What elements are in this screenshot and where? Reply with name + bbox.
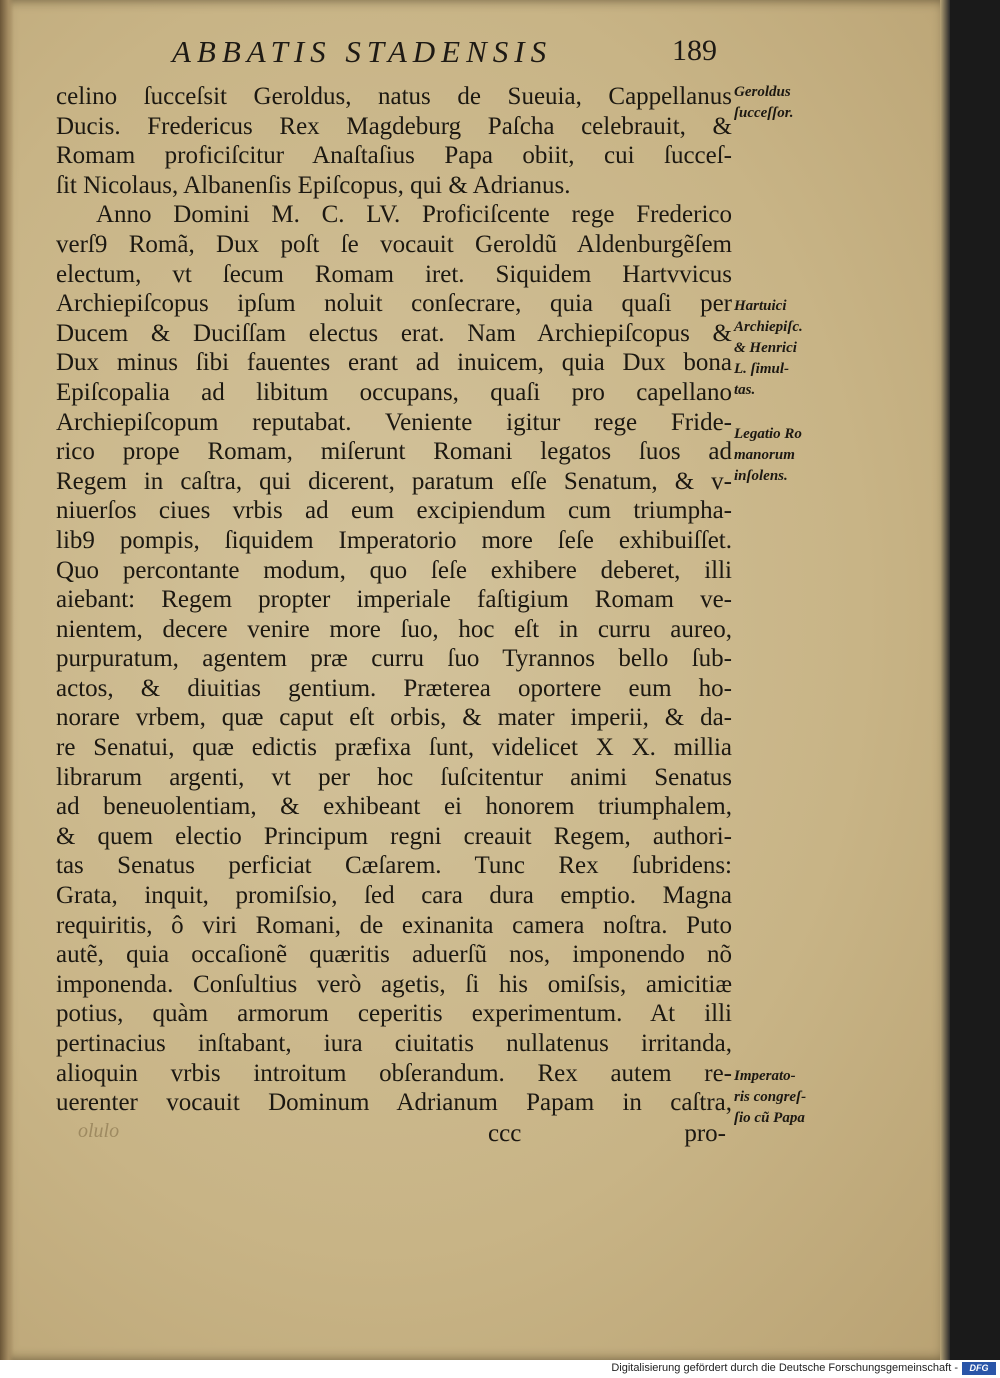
text-line: rico prope Romam, miſerunt Romani legatos ſuos ad	[56, 438, 732, 466]
text-line: alioquin vrbis introitum obſerandum. Rex autem re-	[56, 1059, 732, 1087]
digitization-footer	[0, 1360, 1000, 1378]
running-title: ABBATIS STADENSIS	[172, 34, 553, 69]
text-line: pertinacius inſtabant, iura ciuitatis nullatenus irritanda,	[56, 1030, 732, 1057]
text-line: re Senatui, quæ edictis præfixa ſunt, videlicet X X. millia	[56, 734, 732, 762]
text-line: librarum argenti, vt per hoc ſuſcitentur animi Senatus	[56, 763, 732, 791]
margin-note-hartuici	[734, 296, 854, 401]
margin-note-line: Hartuici	[734, 298, 787, 314]
text-line: verſ9 Romã, Dux poſt ſe vocauit Geroldũ Aldenburgẽſem	[56, 230, 732, 258]
text-line: Archiepiſcopus ipſum noluit conſecrare, quia quaſi per	[56, 290, 732, 318]
text-line: uerenter vocauit Dominum Adrianum Papam in caſtra,	[56, 1089, 732, 1117]
text-line: Ducem & Duciſſam electus erat. Nam Archiepiſcopus &	[56, 319, 732, 347]
margin-note-line: L. ſimul-	[734, 361, 789, 377]
text-line: Epiſcopalia ad libitum occupans, quaſi pro capellano	[56, 378, 732, 406]
margin-note-line: ſio cũ Papa	[734, 1110, 805, 1126]
text-line: norare vrbem, quæ caput eſt orbis, & mater imperii, & da-	[56, 704, 732, 732]
text-line: lib9 pompis, ſiquidem Imperatorio more ſeſe exhibuiſſet.	[56, 526, 732, 554]
text-line: tas Senatus perficiat Cæſarem. Tunc Rex ſubridens:	[56, 852, 732, 880]
text-line: Grata, inquit, promiſsio, ſed cara dura emptio. Magna	[56, 882, 732, 910]
catchline	[56, 1120, 732, 1152]
text-line: Anno Domini M. C. LV. Proficiſcente rege Frederico	[96, 201, 732, 229]
text-line: requiritis, ô viri Romani, de exinanita camera noſtra. Puto	[56, 911, 732, 939]
text-line: Archiepiſcopum reputabat. Veniente igitur rege Fride-	[56, 408, 732, 436]
text-line: purpuratum, agentem præ curru ſuo Tyrannos bello ſub-	[56, 645, 732, 673]
margin-note-line: Geroldus	[734, 84, 791, 100]
text-line: Ducis. Fredericus Rex Magdeburg Paſcha celebrauit, &	[56, 112, 732, 140]
text-line: potius, quàm armorum ceperitis experimentum. At illi	[56, 1000, 732, 1028]
text-line: autẽ, quia occaſionẽ quæritis aduerſũ nos, imponendo nõ	[56, 941, 732, 969]
margin-note-legatio	[734, 424, 854, 487]
margin-note-line: Imperato-	[734, 1068, 796, 1084]
funding-credit: Digitalisierung gefördert durch die Deutsche Forschungsgemeinschaft -	[611, 1362, 958, 1374]
text-line: Dux minus ſibi fauentes erant ad inuicem, quia Dux bona	[56, 349, 732, 377]
text-line: & quem electio Principum regni creauit Regem, authori-	[56, 822, 732, 850]
margin-note-line: Archiepiſc.	[734, 319, 803, 335]
text-line: aiebant: Regem propter imperiale faſtigium Romam ve-	[56, 586, 732, 614]
margin-note-geroldus	[734, 82, 854, 124]
margin-note-line: & Henrici	[734, 340, 797, 356]
text-line: celino ſucceſsit Geroldus, natus de Sueuia, Cappellanus	[56, 83, 732, 110]
margin-note-line: manorum	[734, 447, 795, 463]
margin-note-line: tas.	[734, 382, 756, 398]
text-line: niuerſos ciues vrbis ad eum excipiendum cum triumpha-	[56, 497, 732, 525]
text-line: imponenda. Conſultius verò agetis, ſi his omiſsis, amicitiæ	[56, 970, 732, 998]
text-line: electum, vt ſecum Romam iret. Siquidem Hartvvicus	[56, 260, 732, 288]
text-line: actos, & diuitias gentium. Præterea oportere eum ho-	[56, 674, 732, 702]
page-header	[172, 34, 732, 74]
main-text-block	[56, 82, 732, 1118]
text-line: Quo percontante modum, quo ſeſe exhibere deberet, illi	[56, 556, 732, 584]
catchword: pro-	[684, 1120, 726, 1147]
signature-mark: ccc	[488, 1120, 522, 1147]
margin-note-line: ſucceſſor.	[734, 105, 794, 121]
page-edge	[940, 0, 950, 1360]
text-line: nientem, decere venire more ſuo, hoc eſt in curru aureo,	[56, 615, 732, 643]
margin-note-line: Legatio Ro	[734, 426, 802, 442]
margin-note-line: ris congreſ-	[734, 1089, 807, 1105]
dfg-logo: DFG	[962, 1362, 996, 1375]
folio-number: 189	[672, 34, 717, 67]
text-line: Romam proficiſcitur Anaſtaſius Papa obiit, cui ſucceſ-	[56, 142, 732, 170]
page-gutter	[0, 0, 14, 1360]
margin-note-line: inſolens.	[734, 468, 788, 484]
text-line: ſit Nicolaus, Albanenſis Epiſcopus, qui & Adrianus.	[56, 171, 571, 199]
margin-note-imperatoris	[734, 1066, 854, 1129]
text-line: ad beneuolentiam, & exhibeant ei honorem triumphalem,	[56, 793, 732, 821]
text-line: Regem in caſtra, qui dicerent, paratum eſſe Senatum, & v-	[56, 467, 732, 495]
bleed-through-text: olulo	[78, 1120, 120, 1142]
